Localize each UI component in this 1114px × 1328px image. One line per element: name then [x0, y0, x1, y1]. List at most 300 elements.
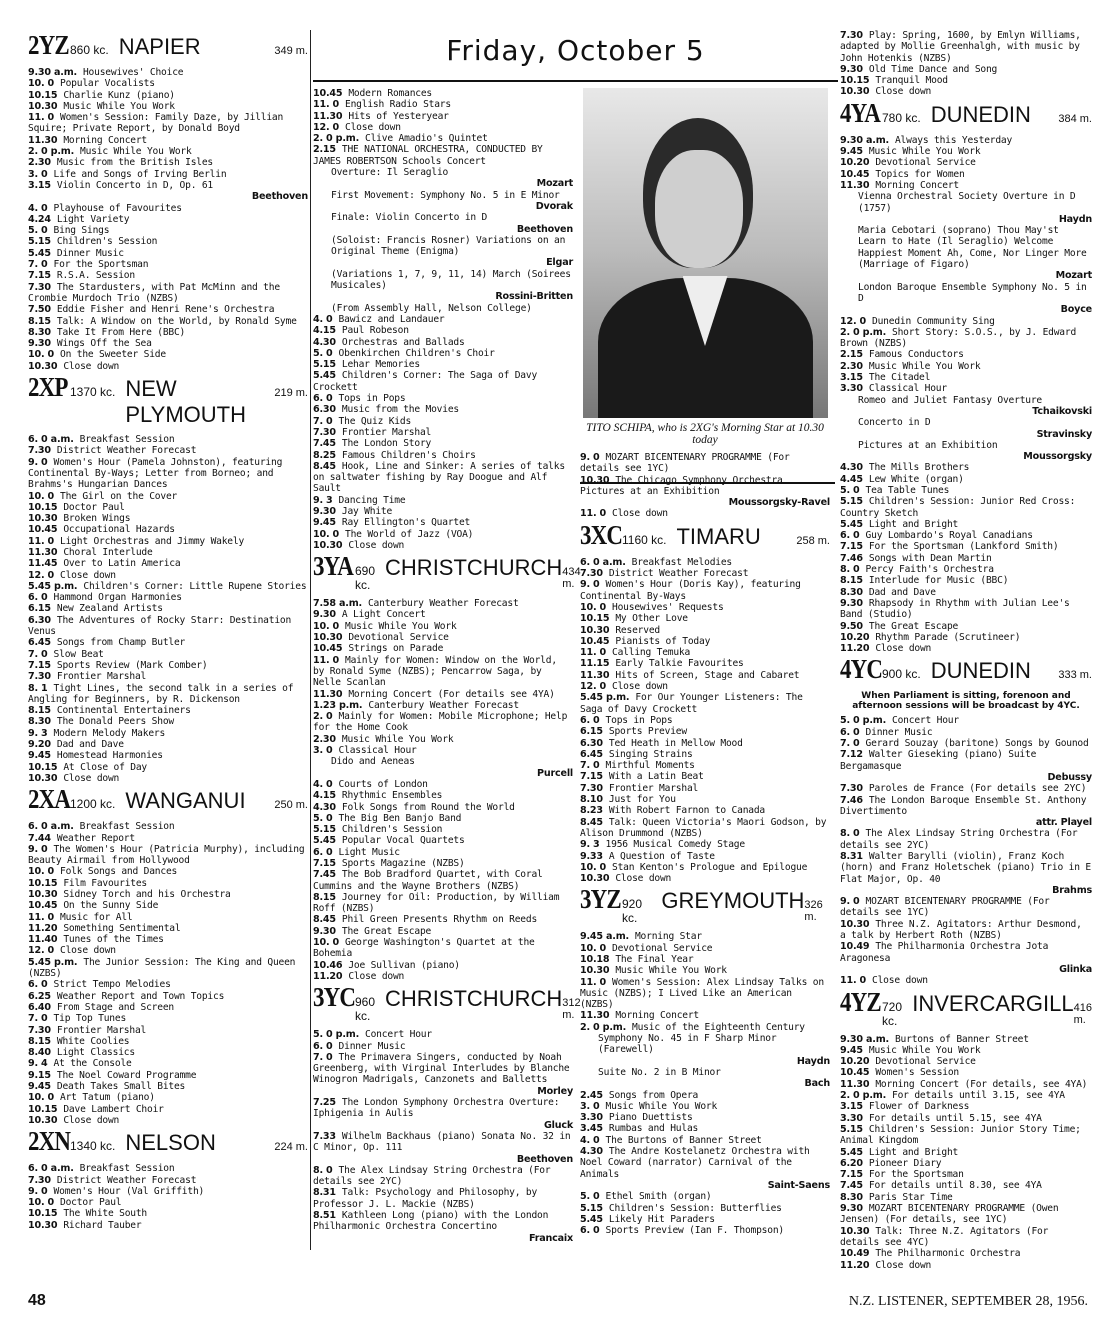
entry-title: Charlie Kunz (piano) [63, 89, 175, 101]
entry-title: Music While You Work [615, 965, 727, 977]
programme-entry [580, 965, 830, 976]
entry-title: Sports Magazine (NZBS) [341, 858, 465, 869]
entry-time: 7. 0 [28, 1013, 48, 1025]
programme-entry [313, 348, 573, 359]
entry-title: Sidney Torch and his Orchestra [63, 889, 231, 900]
programme-entry [313, 914, 573, 925]
entry-title: The Alex Lindsay String Orchestra (For details see 2YC) [840, 828, 1078, 851]
entry-title: A Question of Taste [608, 850, 715, 862]
entry-time: 7.45 [840, 1180, 863, 1192]
entry-time: 2. 0 [313, 711, 333, 723]
entry-time: 9.30 [313, 609, 336, 621]
entry-title: Famous Conductors [868, 349, 964, 361]
programme-entry [313, 337, 573, 348]
programme-entry [313, 506, 573, 517]
programme-entry [28, 821, 308, 832]
entry-title: Mirthful Moments [605, 760, 695, 772]
station-wavelength: 326 m. [804, 899, 823, 924]
entry-composer: Bach [804, 1078, 830, 1090]
entry-time: 8.40 [28, 1047, 51, 1059]
programme-entry [580, 508, 830, 519]
entry-time: 9.30 [840, 63, 863, 75]
entry-time: 7.15 [28, 270, 51, 282]
entry-time: 10.49 [840, 1248, 870, 1260]
programme-entry [28, 1070, 308, 1081]
entry-time: 6. 0 [580, 1225, 600, 1237]
entry-title: The Chicago Symphony Orchestra Pictures at an Exhibition [580, 474, 783, 497]
programme-entry [313, 88, 573, 99]
entry-time: 4.30 [313, 336, 336, 348]
programme-entry [313, 450, 573, 461]
programme-entry [840, 541, 1092, 552]
programme-entry [580, 954, 830, 965]
entry-title: Music While You Work [868, 360, 981, 372]
entry-time: 7.15 [840, 541, 863, 553]
programme-entry [28, 716, 308, 727]
entry-title: The Alex Lindsay String Orchestra (For details see 2YC) [313, 1164, 551, 1188]
station-callsign: 3YZ [580, 884, 621, 915]
programme-entry [28, 214, 308, 225]
entry-title: The Mills Brothers [868, 462, 970, 474]
programme-entry [580, 760, 830, 771]
programme-entry [580, 1112, 830, 1123]
entry-title: Piano Duettists [608, 1112, 693, 1124]
programme-entry [28, 338, 308, 349]
programme-entry [313, 802, 573, 813]
entry-title: Rumbas and Hulas [608, 1123, 699, 1135]
entry-time: 7.33 [313, 1130, 336, 1142]
entry-time: 5. 0 [580, 1191, 600, 1203]
programme-entry [840, 1056, 1092, 1067]
programme-entry [580, 1146, 830, 1191]
entry-time: 10.20 [840, 1056, 870, 1068]
entry-title: For the Sportsman [53, 259, 149, 271]
entry-title: Close down [612, 508, 668, 520]
station-wavelength: 250 m. [274, 799, 308, 812]
entry-title: Tea Table Tunes [865, 484, 950, 496]
entry-time: 11.30 [313, 110, 343, 122]
entry-title: The London Story [341, 438, 432, 450]
entry-title: Over to Latin America [63, 558, 181, 570]
programme-entry [840, 919, 1092, 942]
station-section [28, 372, 308, 784]
entry-time: 7.15 [313, 858, 336, 869]
programme-entry [840, 180, 1092, 191]
station-wavelength: 349 m. [274, 45, 308, 57]
programme-entry [580, 452, 830, 475]
station-city: DUNEDIN [930, 658, 1031, 684]
entry-title: On the Sweeter Side [60, 349, 166, 361]
programme-entry [313, 438, 573, 449]
entry-time: 7. 0 [840, 738, 860, 750]
entry-title: Richard Tauber [63, 1219, 142, 1231]
entry-title: A Light Concert [341, 609, 426, 621]
entry-title: Children's Session [56, 236, 158, 248]
programme-entry [313, 325, 573, 336]
entry-title: Calling Temuka [612, 647, 691, 659]
entry-title: Tops in Pops [338, 393, 406, 405]
entry-title: Music While You Work [605, 1100, 718, 1112]
programme-entry [28, 900, 308, 911]
entry-time: 6. 0 [840, 726, 860, 738]
entry-title: Light Orchestras and Jimmy Wakely [60, 535, 245, 547]
station-wavelength: 312 m. [562, 997, 581, 1022]
entry-title: Light Music [338, 846, 400, 858]
entry-title: Classical Hour [868, 383, 947, 395]
station-wavelength: 434 m. [562, 566, 581, 591]
entry-time: 9. 3 [580, 839, 600, 851]
programme-entry [580, 771, 830, 782]
entry-title: English Radio Stars [345, 99, 451, 111]
entry-time: 10. 0 [28, 1197, 55, 1209]
entry-title: Lew White (organ) [868, 473, 964, 485]
entry-time: 3.15 [840, 1101, 863, 1113]
programme-entry [840, 440, 1092, 463]
entry-title: The London Symphony Orchestra Overture: Iphigenia in Aulis [313, 1097, 560, 1120]
entry-time: 10. 0 [28, 866, 55, 878]
column-3 [580, 88, 830, 1236]
programme-entry [28, 934, 308, 945]
entry-title: Devotional Service [875, 1056, 976, 1068]
entry-composer: Purcell [537, 767, 573, 779]
entry-title: Women's Hour (Pamela Johnston), featuring Continental By-Ways; Letter from Borneo; and Brahms's Hungarian Dances [28, 456, 283, 491]
entry-time: 6. 0 [28, 592, 48, 604]
entry-composer: Morley [537, 1085, 573, 1097]
entry-time: 5.45 p.m. [28, 956, 78, 968]
entry-title: On the Sunny Side [63, 900, 159, 912]
programme-entry [28, 991, 308, 1002]
station-section [313, 551, 581, 982]
entry-time: 9.45 [28, 1081, 51, 1093]
heading-rule [313, 80, 838, 82]
entry-title: Playhouse of Favourites [53, 202, 182, 214]
entry-title: Canterbury Weather Forecast [367, 598, 519, 610]
entry-time: 5.45 [580, 1213, 603, 1225]
station-wavelength: 219 m. [274, 387, 308, 400]
entry-title: Paris Star Time [868, 1191, 953, 1203]
entry-title: Hammond Organ Harmonies [53, 592, 182, 604]
entry-time: 2. 0 p.m. [840, 1090, 887, 1102]
entry-time: 2. 0 p.m. [840, 326, 887, 338]
programme-entry [580, 851, 830, 862]
programme-entry [313, 1210, 573, 1244]
programme-entry [28, 146, 308, 157]
station-city: NELSON [125, 1130, 216, 1156]
entry-time: 9.30 a.m. [840, 1033, 889, 1045]
programme-entry [840, 851, 1092, 896]
entry-title: Devotional Service [348, 632, 449, 644]
entry-title: The World of Jazz (VOA) [345, 528, 474, 540]
entry-title: Songs with Dean Martin [868, 552, 992, 564]
entry-time: 11.30 [28, 546, 58, 558]
entry-time: 10.30 [580, 624, 610, 636]
entry-time: 3.15 [840, 372, 863, 384]
entry-title: Dave Lambert Choir [63, 1103, 164, 1115]
programme-entry [28, 135, 308, 146]
entry-title: Dido and Aeneas [331, 756, 415, 768]
programme-entry [840, 1169, 1092, 1180]
entry-time: 7.45 [313, 438, 336, 450]
entry-time: 10.45 [313, 88, 343, 99]
entry-time: 10.45 [313, 643, 343, 655]
programme-entry [840, 361, 1092, 372]
entry-title: Close down [63, 1114, 120, 1126]
programme-entry [313, 824, 573, 835]
entry-time: 6.30 [580, 737, 603, 749]
station-section [580, 452, 830, 520]
programme-entry [313, 212, 573, 235]
programme-entry [28, 833, 308, 844]
entry-composer: Rossini-Britten [495, 291, 573, 303]
entry-time: 4.15 [313, 790, 336, 802]
entry-title: The London Baroque Ensemble St. Anthony Divertimento [840, 794, 1087, 817]
programme-entry [313, 461, 573, 495]
entry-time: 7. 0 [28, 259, 48, 271]
entry-title: Music While You Work [868, 1044, 981, 1056]
programme-entry [313, 167, 573, 190]
entry-time: 5.15 [28, 236, 51, 248]
programme-entry [28, 866, 308, 877]
programme-entry [313, 99, 573, 110]
programme-entry [28, 434, 308, 445]
programme-entry [28, 615, 308, 638]
entry-time: 7.30 [28, 281, 51, 293]
entry-title: Stan Kenton's Prologue and Epilogue [612, 861, 808, 873]
entry-time: 8.15 [28, 705, 51, 717]
entry-title: Dad and Dave [868, 586, 936, 598]
station-callsign: 4YC [840, 654, 883, 685]
entry-time: 5.15 [313, 824, 336, 836]
entry-title: Frontier Marshal [56, 671, 147, 683]
entry-title: Wings Off the Sea [56, 338, 152, 350]
programme-entry [580, 839, 830, 850]
entry-time: 10. 0 [28, 1092, 55, 1104]
entry-title: The Stardusters, with Pat McMinn and the Crombie Murdoch Trio (NZBS) [28, 281, 280, 304]
entry-time: 11.20 [840, 1259, 870, 1271]
entry-time: 11.30 [580, 669, 610, 681]
entry-title: My Other Love [615, 613, 688, 625]
entry-time: 10. 0 [28, 78, 55, 90]
programme-entry [313, 621, 573, 632]
programme-entry [28, 773, 308, 784]
programme-entry [580, 749, 830, 760]
entry-time: 11.30 [580, 1010, 610, 1022]
entry-time: 4.24 [28, 213, 51, 225]
entry-title: The Final Year [615, 953, 694, 965]
entry-time: 11. 0 [840, 975, 867, 987]
entry-time: 8.31 [840, 851, 863, 862]
entry-title: Classical Hour [338, 745, 417, 757]
entry-title: Morning Concert (For details, see 4YA) [875, 1078, 1088, 1090]
entry-time: 7.45 [313, 869, 336, 881]
entry-time: 8.45 [313, 914, 336, 926]
entry-title: Tunes of the Times [63, 934, 164, 946]
programme-entry [28, 570, 308, 581]
entry-title: George Washington's Quartet at the Bohemia [313, 937, 535, 960]
programme-entry [28, 282, 308, 305]
entry-title: The White South [63, 1208, 147, 1220]
programme-entry [28, 1058, 308, 1069]
programme-entry [313, 700, 573, 711]
entry-title: The Burtons of Banner Street [605, 1134, 762, 1146]
entry-time: 3. 0 [28, 168, 48, 180]
programme-entry [840, 474, 1092, 485]
portrait-photo [583, 88, 828, 418]
programme-entry [28, 112, 308, 135]
station-frequency: 860 kc. [70, 43, 109, 57]
entry-title: Romeo and Juliet Fantasy Overture [858, 394, 1043, 406]
entry-title: Weather Report and Town Topics [56, 990, 225, 1002]
entry-title: Music from the British Isles [56, 157, 214, 169]
entry-time: 4. 0 [313, 313, 333, 325]
entry-title: The Girl on the Cover [60, 490, 178, 502]
entry-time: 7.15 [580, 771, 603, 783]
entry-title: Music While You Work [345, 620, 457, 632]
entry-title: Frontier Marshal [608, 782, 699, 794]
entry-title: Tight Lines, the second talk in a series of Angling for Beginners, by R. Dickenson [28, 682, 294, 705]
programme-entry [28, 1092, 308, 1103]
entry-time: 12. 0 [840, 315, 867, 327]
programme-entry [28, 361, 308, 372]
photo-caption: TITO SCHIPA, who is 2XG's Morning Star at 10.30 today [586, 422, 824, 446]
programme-entry [313, 598, 573, 609]
entry-title: Frontier Marshal [341, 426, 432, 438]
programme-entry [28, 169, 308, 180]
programme-entry [313, 643, 573, 654]
entry-title: Doctor Paul [60, 1197, 122, 1209]
entry-time: 10.45 [580, 635, 610, 647]
entry-title: The Donald Peers Show [56, 716, 174, 728]
programme-entry [840, 316, 1092, 327]
entry-time: 10.20 [840, 157, 870, 169]
entry-title: Housewives' Requests [612, 601, 724, 613]
entry-time: 9.30 [313, 505, 336, 517]
entry-time: 4.45 [840, 473, 863, 485]
entry-title: Sports Preview [608, 726, 687, 738]
entry-time: 7. 0 [313, 1051, 333, 1063]
station-callsign: 4YA [840, 97, 880, 128]
programme-entry [840, 1203, 1092, 1226]
entry-time: 7.30 [28, 1174, 51, 1186]
station-section [313, 88, 573, 551]
entry-time: 8.15 [313, 891, 336, 903]
entry-title: Concerto in D [858, 417, 931, 429]
entry-time: 3.45 [580, 1123, 603, 1135]
programme-entry [313, 122, 573, 133]
entry-title: Music from the Movies [341, 404, 459, 416]
programme-entry [840, 1158, 1092, 1169]
entry-time: 10. 0 [313, 937, 340, 949]
entry-title: Weather Report [56, 832, 135, 844]
programme-entry [580, 943, 830, 954]
entry-time: 11.30 [840, 179, 870, 191]
programme-entry [28, 979, 308, 990]
entry-time: 7.30 [840, 783, 863, 795]
entry-title: Children's Corner: The Saga of Davy Crockett [313, 370, 538, 393]
station-callsign: 3XC [580, 519, 623, 550]
programme-entry [313, 1029, 573, 1040]
entry-time: 9. 3 [28, 727, 48, 739]
entry-time: 4.30 [313, 801, 336, 813]
entry-time: 11.20 [28, 922, 58, 934]
entry-time: 8. 0 [840, 828, 860, 840]
entry-time: 9.15 [28, 1069, 51, 1081]
programme-entry [580, 579, 830, 602]
entry-title: Topics for Women [875, 168, 965, 180]
programme-entry [580, 625, 830, 636]
programme-entry [580, 1135, 830, 1146]
entry-title: Hits of Yesteryear [348, 110, 449, 122]
station-city: GREYMOUTH [661, 888, 805, 914]
entry-title: Breakfast Session [79, 821, 175, 833]
entry-composer: attr. Playel [1035, 817, 1092, 829]
entry-time: 10. 0 [580, 861, 607, 873]
entry-title: Close down [63, 772, 120, 784]
entry-time: 8.45 [313, 460, 336, 472]
entry-time: 3. 0 [313, 745, 333, 757]
programme-entry [28, 259, 308, 270]
entry-title: Take It From Here (BBC) [56, 326, 186, 338]
programme-entry [28, 203, 308, 214]
programme-entry [580, 670, 830, 681]
programme-entry [313, 540, 573, 551]
entry-title: Close down [875, 643, 932, 655]
station-notice: When Parliament is sitting, forenoon and afternoon sessions will be broadcast by 4YC. [852, 691, 1080, 712]
entry-title: Rhythm Parade (Scrutineer) [875, 631, 1021, 643]
entry-time: 11.30 [840, 1078, 870, 1090]
station-header [313, 982, 581, 1024]
entry-title: The Philharmonic Orchestra [875, 1248, 1021, 1260]
entry-title: Walter Barylli (violin), Franz Koch (horn) and Franz Holetschek (piano) Trio in E Flat Major, Op. 40 [840, 851, 1091, 885]
programme-entry [840, 530, 1092, 541]
entry-time: 7.25 [313, 1097, 336, 1109]
entry-time: 10.15 [28, 1208, 58, 1220]
entry-time: 12. 0 [28, 945, 55, 957]
entry-time: 6.25 [28, 990, 51, 1002]
entry-title: The Noel Coward Programme [56, 1069, 197, 1081]
programme-entry [580, 794, 830, 805]
programme-entry [840, 828, 1092, 851]
programme-entry [28, 316, 308, 327]
programme-entry [580, 1214, 830, 1225]
programme-entry [580, 647, 830, 658]
station-header [840, 98, 1092, 129]
programme-entry [580, 475, 830, 509]
programme-entry [840, 1034, 1092, 1045]
entry-title: Light and Bright [868, 518, 959, 530]
programme-entry [840, 727, 1092, 738]
station-city: NEW PLYMOUTH [125, 376, 246, 428]
entry-title: Music for All [60, 911, 133, 923]
entry-time: 7.30 [313, 426, 336, 438]
entry-title: Close down [872, 975, 928, 987]
entry-time: 9.45 [28, 750, 51, 762]
programme-entry [840, 191, 1092, 225]
station-header [580, 884, 830, 925]
programme-entry [28, 524, 308, 535]
entry-title: Talk: Three N.Z. Agitators (For details see 4YC) [840, 1225, 1049, 1248]
entry-time: 5. 0 [313, 347, 333, 359]
entry-title: (From Assembly Hall, Nelson College) [331, 302, 532, 314]
entry-time: 8.15 [28, 315, 51, 327]
programme-entry [28, 750, 308, 761]
station-callsign: 2YZ [28, 30, 69, 60]
entry-time: 5.15 [313, 359, 336, 371]
entry-title: Paroles de France (For details see 2YC) [868, 783, 1087, 795]
entry-title: Art Tatum (piano) [60, 1092, 155, 1104]
station-frequency: 900 kc. [882, 667, 921, 682]
programme-entry [580, 738, 830, 749]
